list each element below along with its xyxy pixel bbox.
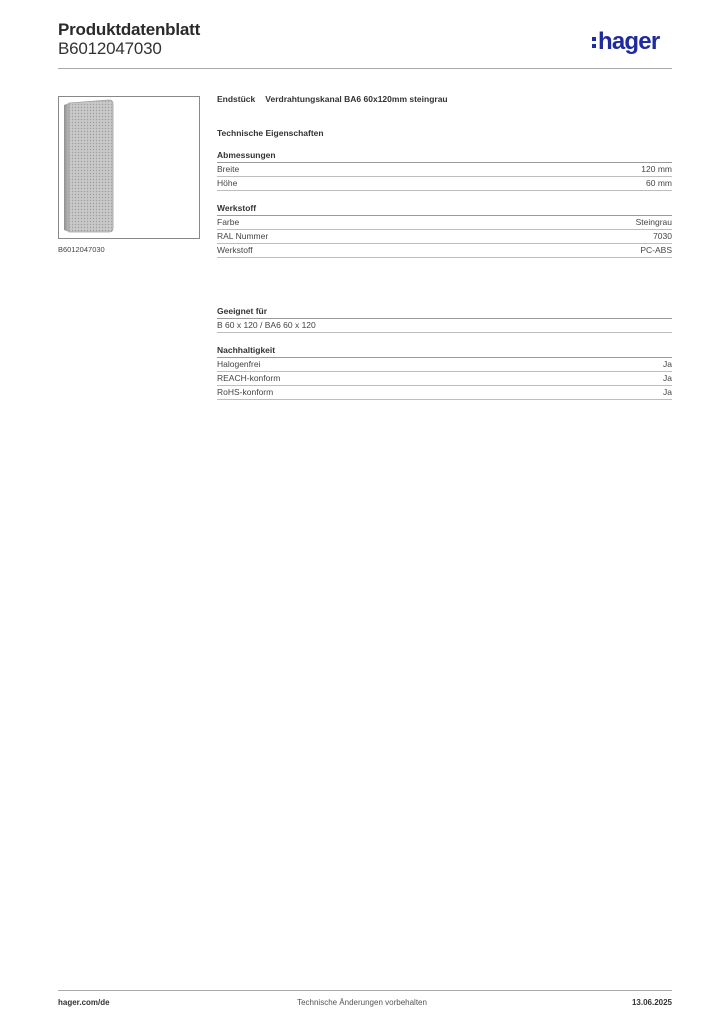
tech-heading: Technische Eigenschaften [217,128,324,138]
table-row [217,372,672,386]
hager-logo [592,28,659,56]
header-divider [58,68,672,69]
row-label: REACH-konform [217,373,281,383]
row-value: Ja [663,387,672,397]
row-label: Höhe [217,178,238,188]
table-row [217,244,672,258]
table-row [217,216,672,230]
group-title: Nachhaltigkeit [217,345,672,358]
logo-wordmark: hager [598,28,660,55]
row-label: Farbe [217,217,240,227]
group-title: Werkstoff [217,203,672,216]
row-value: 120 mm [641,164,672,174]
group-nachhaltigkeit [217,345,672,400]
row-label: RAL Nummer [217,231,269,241]
product-code: B6012047030 [58,39,162,58]
row-label: RoHS-konform [217,387,274,397]
product-type: Endstück [217,94,256,104]
footer-divider [58,990,672,991]
table-row [217,177,672,191]
image-caption: B6012047030 [58,245,105,254]
footer-disclaimer: Technische Änderungen vorbehalten [297,998,427,1007]
table-row [217,358,672,372]
group-geeignet-fuer [217,306,672,333]
product-details [217,92,672,400]
row-value: Ja [663,373,672,383]
table-row [217,319,672,333]
table-row [217,230,672,244]
product-line [217,92,672,106]
table-row [217,386,672,400]
row-value: Steingrau [635,217,672,227]
product-description: Verdrahtungskanal BA6 60x120mm steingrau [265,94,448,104]
logo-dots-icon [592,37,596,48]
row-value: 7030 [653,231,672,241]
row-value: PC-ABS [640,245,672,255]
group-abmessungen [217,150,672,191]
row-label: B 60 x 120 / BA6 60 x 120 [217,320,316,330]
row-value: 60 mm [646,178,672,188]
group-werkstoff [217,203,672,258]
group-title: Geeignet für [217,306,672,319]
product-image-frame [58,96,200,239]
row-label: Breite [217,164,240,174]
group-title: Abmessungen [217,150,672,163]
table-row [217,163,672,177]
row-label: Halogenfrei [217,359,261,369]
footer-website-link[interactable]: hager.com/de [58,998,110,1007]
footer-date: 13.06.2025 [631,998,672,1007]
row-value: Ja [663,359,672,369]
row-label: Werkstoff [217,245,253,255]
end-piece-panel-image [59,97,199,238]
page-title: Produktdatenblatt [58,20,201,39]
